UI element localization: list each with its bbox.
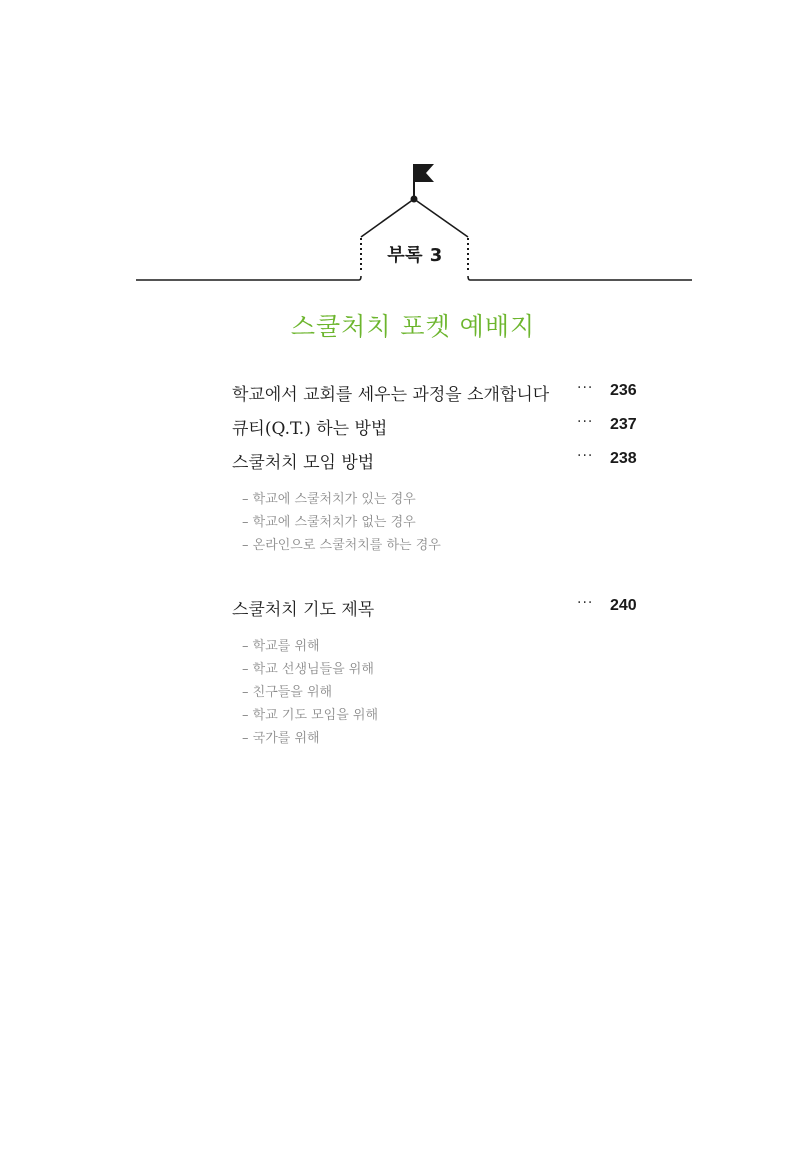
page-title: 스쿨처치 포켓 예배지 — [290, 312, 536, 341]
group-spacer — [232, 557, 642, 595]
toc-subitem: – 학교 기도 모임을 위해 — [242, 708, 379, 723]
toc-page-number: 240 — [610, 597, 637, 614]
toc-entry-title: 학교에서 교회를 세우는 과정을 소개합니다 — [232, 385, 550, 405]
ground-line-right — [468, 276, 692, 280]
toc-page-number: 236 — [610, 382, 637, 399]
roof-right — [414, 199, 468, 237]
flag-icon — [415, 164, 434, 182]
toc-subitem: – 학교 선생님들을 위해 — [242, 662, 374, 677]
toc-entry-title: 큐티(Q.T.) 하는 방법 — [232, 419, 388, 439]
toc-subitem: – 국가를 위해 — [242, 731, 320, 746]
toc-entry[interactable] — [232, 380, 642, 414]
appendix-label: 부록 3 — [387, 245, 443, 266]
toc-subitem: – 친구들을 위해 — [242, 685, 333, 700]
toc-leader-dots: ··· — [577, 448, 594, 464]
toc-page-number: 237 — [610, 416, 637, 433]
roof-left — [361, 199, 414, 237]
toc-page-number: 238 — [610, 450, 637, 467]
toc-subitem-list — [242, 488, 642, 557]
toc-leader-dots: ··· — [577, 380, 594, 396]
toc-entry-title: 스쿨처치 기도 제목 — [232, 600, 375, 620]
table-of-contents — [232, 380, 642, 750]
toc-entry[interactable] — [232, 595, 642, 629]
toc-entry[interactable] — [232, 448, 642, 482]
ground-line-left — [136, 276, 361, 280]
toc-subitem: – 학교에 스쿨처치가 없는 경우 — [242, 515, 416, 530]
toc-subitem: – 학교를 위해 — [242, 639, 320, 654]
toc-entry-title: 스쿨처치 모임 방법 — [232, 453, 375, 473]
toc-subitem: – 학교에 스쿨처치가 있는 경우 — [242, 492, 416, 507]
toc-leader-dots: ··· — [577, 414, 594, 430]
toc-leader-dots: ··· — [577, 595, 594, 611]
toc-entry[interactable] — [232, 414, 642, 448]
toc-subitem: – 온라인으로 스쿨처치를 하는 경우 — [242, 538, 441, 553]
toc-subitem-list — [242, 635, 642, 750]
